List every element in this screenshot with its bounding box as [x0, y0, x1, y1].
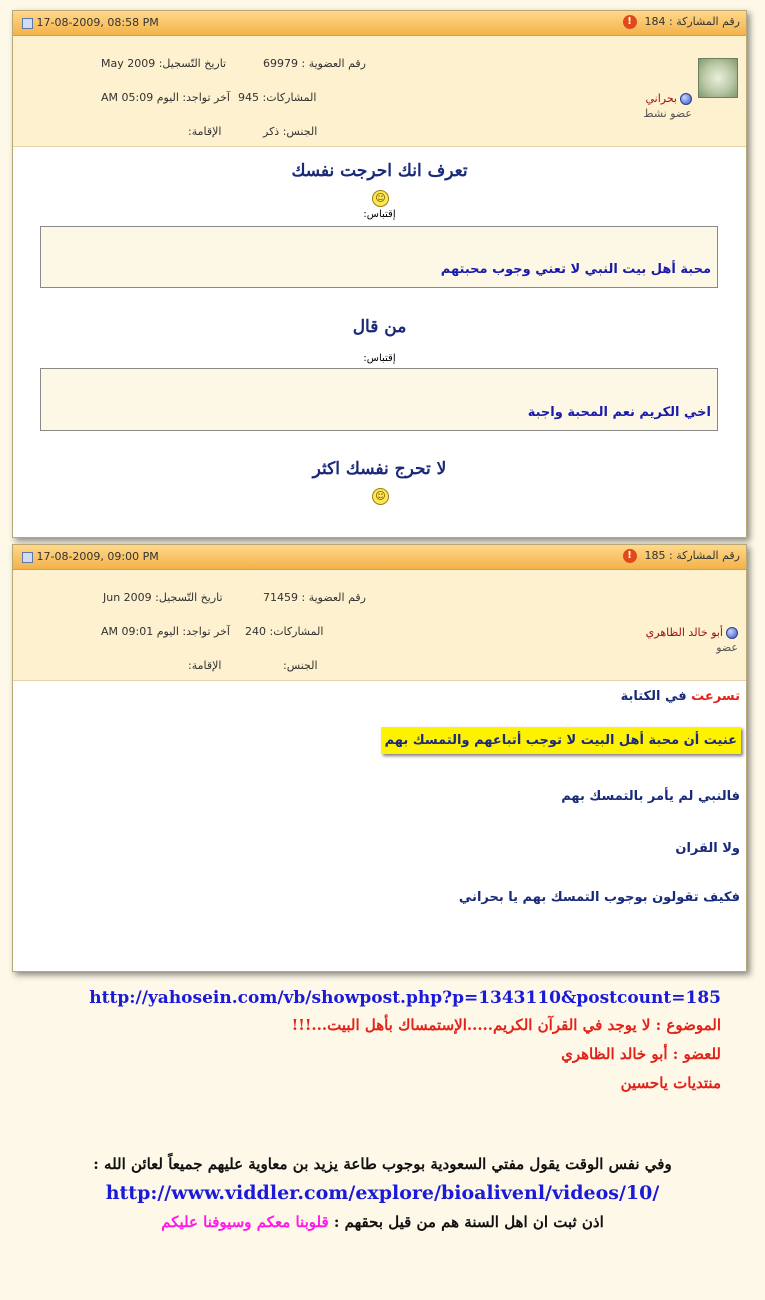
smiley-icon: ☺ — [372, 190, 389, 207]
post-body — [13, 147, 746, 537]
conclusion-line — [0, 1213, 765, 1231]
quote-text: محبة أهل بيت النبي لا تعني وجوب محبتهم — [440, 262, 711, 277]
quote-label: إقتباس: — [363, 353, 396, 364]
member-id: رقم العضوية : 69979 — [263, 57, 366, 70]
quote-box — [40, 226, 718, 288]
post-line-highlight — [381, 733, 741, 748]
residence: الإقامة: — [188, 659, 222, 672]
report-warning-icon[interactable]: ! — [623, 549, 637, 563]
post-184 — [12, 10, 747, 538]
last-seen: آخر تواجد: اليوم 09:01 AM — [101, 625, 230, 638]
user-info-bar — [13, 570, 746, 681]
post-date-text: 17-08-2009, 09:00 PM — [36, 550, 159, 563]
source-link[interactable]: http://yahosein.com/vb/showpost.php?p=1343110&postcount=185 — [89, 988, 721, 1008]
online-status-icon — [726, 627, 738, 639]
smiley-icon: ☺ — [372, 488, 389, 505]
report-warning-icon[interactable]: ! — [623, 15, 637, 29]
post-number[interactable] — [623, 15, 740, 29]
video-link[interactable]: http://www.viddler.com/explore/bioalivenl/videos/10/ — [105, 1182, 660, 1204]
member-line: للعضو : أبو خالد الظاهري — [561, 1045, 721, 1063]
residence: الإقامة: — [188, 125, 222, 138]
post-line-4: ولا القران — [675, 841, 740, 856]
post-185 — [12, 544, 747, 972]
member-id: رقم العضوية : 71459 — [263, 591, 366, 604]
user-info-bar — [13, 36, 746, 147]
forum-line: منتديات ياحسين — [620, 1074, 721, 1092]
post-line-title1: تعرف انك احرجت نفسك — [291, 161, 468, 181]
username[interactable] — [646, 626, 738, 639]
registration-date: تاريخ التّسجيل: May 2009 — [101, 57, 227, 70]
quote-box — [40, 368, 718, 431]
username[interactable] — [645, 92, 692, 105]
user-title: عضو نشط — [643, 107, 692, 120]
post-date-text: 17-08-2009, 08:58 PM — [36, 16, 159, 29]
post-line-5: فكيف تقولون بوجوب التمسك بهم يا بحراني — [458, 890, 740, 905]
post-body — [13, 681, 746, 971]
post-date — [19, 550, 159, 563]
post-header — [13, 11, 746, 36]
post-line-1 — [621, 689, 740, 704]
online-status-icon — [680, 93, 692, 105]
user-avatar[interactable] — [698, 58, 738, 98]
document-icon — [22, 18, 33, 29]
post-line-title2: من قال — [352, 317, 407, 337]
gender: الجنس: — [283, 659, 318, 672]
topic-line: الموضوع : لا يوجد في القرآن الكريم.....الإستمساك بأهل البيت...!!! — [291, 1016, 721, 1034]
post-line-3: فالنبي لم يأمر بالتمسك بهم — [561, 789, 740, 804]
post-line-title3: لا تحرج نفسك اكثر — [312, 459, 447, 479]
conclusion-pink-text: قلوبنا معكم وسيوفنا عليكم — [161, 1213, 329, 1231]
user-title: عضو — [716, 641, 738, 654]
posts-count: المشاركات: 945 — [238, 91, 317, 104]
post-date — [19, 16, 159, 29]
post-number-text[interactable]: رقم المشاركة : 185 — [644, 549, 740, 562]
post-number-text[interactable]: رقم المشاركة : 184 — [644, 15, 740, 28]
posts-count: المشاركات: 240 — [245, 625, 324, 638]
username-text[interactable]: أبو خالد الظاهري — [645, 626, 723, 639]
conclusion-text: اذن ثبت ان اهل السنة هم من قيل بحقهم : — [333, 1213, 604, 1231]
registration-date: تاريخ التّسجيل: Jun 2009 — [103, 591, 223, 604]
quote-label: إقتباس: — [363, 209, 396, 220]
line1-rest: في الكتابة — [620, 689, 687, 704]
post-number[interactable] — [623, 549, 740, 563]
username-text[interactable]: بحراني — [645, 92, 677, 105]
highlighted-text: عنيت أن محبة أهل البيت لا توجب أتباعهم والتمسك بهم — [381, 727, 741, 754]
last-seen: آخر تواجد: اليوم 05:09 AM — [101, 91, 230, 104]
gender: الجنس: ذكر — [263, 125, 318, 138]
red-word: تسرعت — [691, 689, 740, 704]
document-icon — [22, 552, 33, 563]
post-header — [13, 545, 746, 570]
statement-line: وفي نفس الوقت يقول مفتي السعودية بوجوب طاعة يزيد بن معاوية عليهم جميعاً لعائن الله : — [93, 1155, 672, 1173]
quote-text: اخي الكريم نعم المحبة واجبة — [527, 405, 711, 420]
